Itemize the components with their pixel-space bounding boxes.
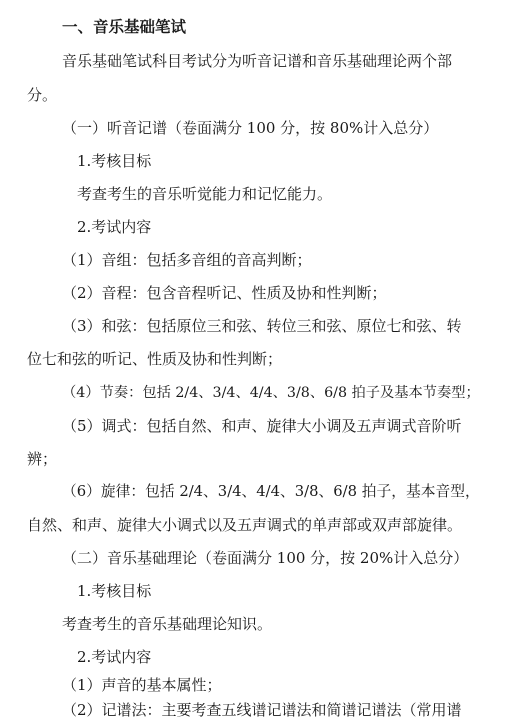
paragraph-line: 音乐基础笔试科目考试分为听音记谱和音乐基础理论两个部 <box>62 52 453 70</box>
subsection-heading: （二）音乐基础理论（卷面满分 100 分，按 20%计入总分） <box>62 549 469 567</box>
list-item: （1）声音的基本属性； <box>62 676 222 694</box>
list-item: （1）音组：包括多音组的音高判断； <box>62 251 312 269</box>
section-heading: 一、音乐基础笔试 <box>62 18 187 36</box>
paragraph-line: 考查考生的音乐基础理论知识。 <box>62 615 273 633</box>
item-heading: 2.考试内容 <box>77 648 152 666</box>
list-item: （4）节奏：包括 2/4、3/4、4/4、3/8、6/8 拍子及基本节奏型； <box>62 385 480 401</box>
list-item: （2）音程：包含音程听记、性质及协和性判断； <box>62 284 387 302</box>
item-heading: 1.考核目标 <box>77 152 152 170</box>
list-item-continuation: 自然、和声、旋律大小调式以及五声调式的单声部或双声部旋律。 <box>27 516 463 534</box>
list-item: （2）记谱法：主要考查五线谱记谱法和简谱记谱法（常用谱 <box>62 701 462 719</box>
list-item-continuation: 位七和弦的听记、性质及协和性判断； <box>27 350 283 368</box>
list-item-continuation: 辨； <box>27 450 58 468</box>
paragraph-line: 考查考生的音乐听觉能力和记忆能力。 <box>77 185 333 203</box>
subsection-heading: （一）听音记谱（卷面满分 100 分，按 80%计入总分） <box>62 119 439 137</box>
item-heading: 1.考核目标 <box>77 582 152 600</box>
list-item: （6）旋律：包括 2/4、3/4、4/4、3/8、6/8 拍子，基本音型， <box>62 483 480 500</box>
list-item: （3）和弦：包括原位三和弦、转位三和弦、原位七和弦、转 <box>62 317 462 335</box>
item-heading: 2.考试内容 <box>77 218 152 236</box>
paragraph-line: 分。 <box>27 86 58 104</box>
list-item: （5）调式：包括自然、和声、旋律大小调及五声调式音阶听 <box>62 417 462 435</box>
